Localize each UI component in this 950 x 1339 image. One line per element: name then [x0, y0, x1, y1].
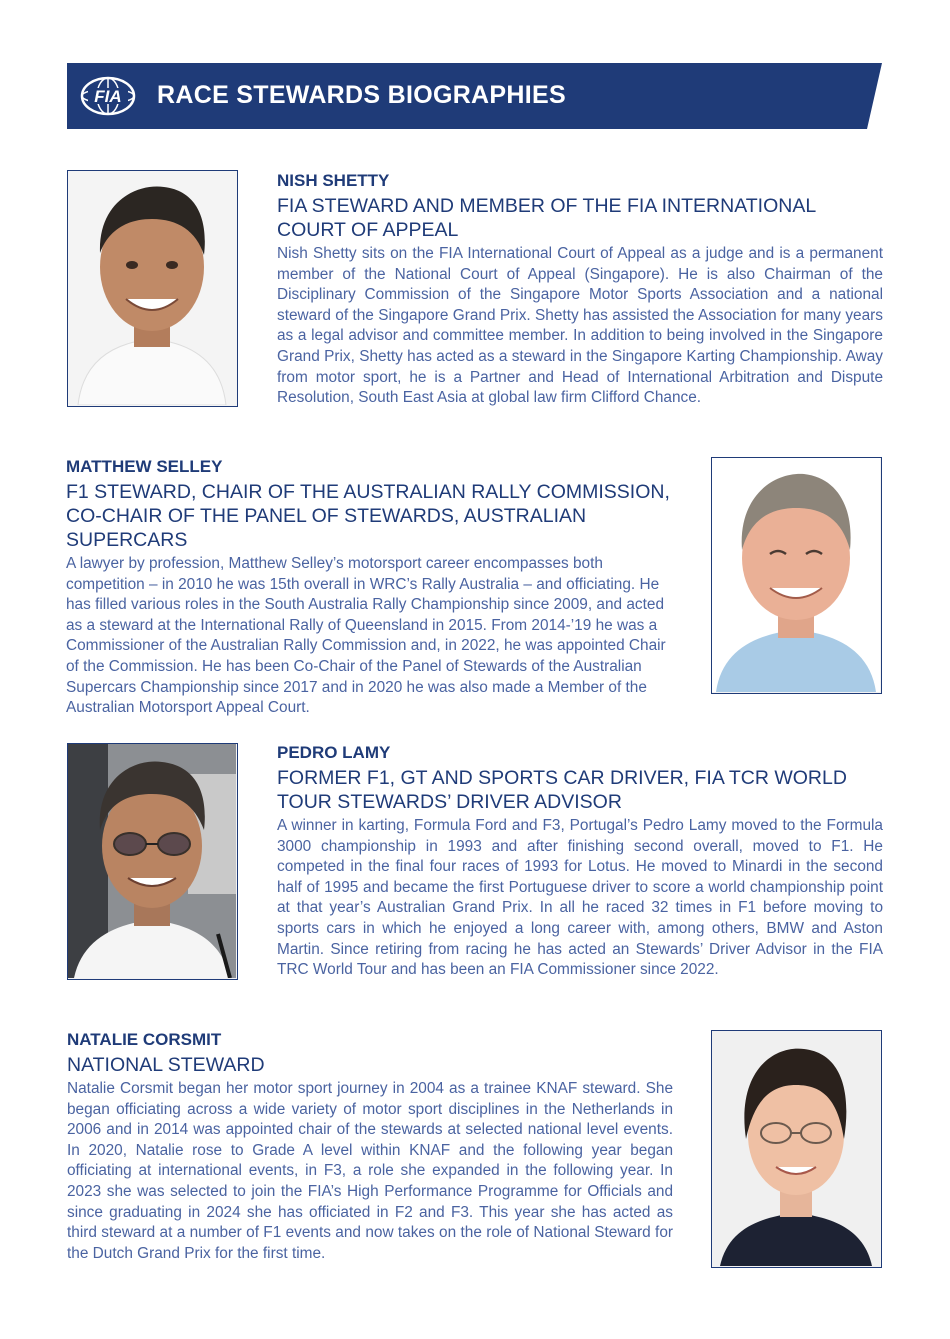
logo-text: FIA — [94, 87, 122, 106]
steward-photo-matthew-selley — [711, 457, 882, 694]
steward-photo-pedro-lamy — [67, 743, 238, 980]
steward-name: PEDRO LAMY — [277, 743, 391, 762]
steward-role: FORMER F1, GT AND SPORTS CAR DRIVER, FIA TCR WORLD TOUR STEWARDS’ DRIVER ADVISOR — [277, 767, 847, 813]
portrait-image — [712, 458, 880, 692]
steward-bio-nish-shetty — [277, 170, 883, 409]
steward-biography: A winner in karting, Formula Ford and F3, Portugal’s Pedro Lamy moved to the Formula 3000 championship in 1993 and after finishing second overall, moved to F1. He competed in the final four races of 1993 for Lotus. He moved to Minardi in the second half of 1995 and became the first Portuguese driver to score a world championship point at that year’s Australian Grand Prix. In all he raced 32 times in F1 before moving to sports cars in which he enjoyed a long career with, among others, BMW and Aston Martin. Since retiring from racing he has acted an Stewards’ Driver Advisor in the FIA TRC World Tour and has been an FIA Commissioner since 2022. — [277, 817, 883, 979]
steward-bio-pedro-lamy — [277, 742, 883, 981]
fia-logo-icon — [80, 76, 136, 116]
steward-role: FIA STEWARD AND MEMBER OF THE FIA INTERNATIONAL COURT OF APPEAL — [277, 195, 816, 241]
steward-role: NATIONAL STEWARD — [67, 1054, 265, 1076]
steward-bio-natalie-corsmit — [67, 1029, 673, 1264]
steward-bio-matthew-selley — [66, 456, 672, 719]
header-banner — [67, 63, 882, 129]
page-title: RACE STEWARDS BIOGRAPHIES — [157, 81, 566, 109]
steward-biography: A lawyer by profession, Matthew Selley’s motorsport career encompasses both competition – in 2010 he was 15th overall in WRC’s Rally Australia – and officiating. He has filled various roles in the South Australia Rally Championship since 2009, and acted as a steward at the International Rally of Queensland in 2015. From 2014-’19 he was a Commissioner of the Australian Rally Commission and, in 2022, he was appointed Chair of the Commission. He has been Co-Chair of the Panel of Stewards of the Australian Supercars Championship since 2017 and in 2020 he was also made a Member of the Australian Motorsport Appeal Court. — [66, 555, 666, 717]
portrait-image — [68, 171, 236, 405]
steward-biography: Natalie Corsmit began her motor sport journey in 2004 as a trainee KNAF steward. She began officiating across a wide variety of motor sport disciplines in the Netherlands in 2006 and in 2014 was appointed chair of the stewards at selected national level events. In 2020, Natalie rose to Grade A level within KNAF and the following year began officiating at international events, in F3, a role she expanded in the following year. In 2023 she was selected to join the FIA’s High Performance Programme for Officials and since graduating in 2024 she has officiated in F2 and F3. This year she has acted as third steward at a number of F1 events and now takes on the role of National Steward for the Dutch Grand Prix for the first time. — [67, 1080, 673, 1262]
steward-photo-nish-shetty — [67, 170, 238, 407]
steward-name: MATTHEW SELLEY — [66, 457, 223, 476]
steward-name: NISH SHETTY — [277, 171, 390, 190]
steward-biography: Nish Shetty sits on the FIA International Court of Appeal as a judge and is a permanent member of the National Court of Appeal (Singapore). He is also Chairman of the Disciplinary Commission of the Singapore Motor Sports Association and a national steward of the Singapore Grand Prix. Shetty has assisted the Association for many years as a legal advisor and committee member. In addition to being involved in the Singapore Grand Prix, Shetty has acted as a steward in the Singapore Karting Championship. Away from motor sport, he is a Partner and Head of International Arbitration and Dispute Resolution, South East Asia at global law firm Clifford Chance. — [277, 245, 883, 407]
steward-name: NATALIE CORSMIT — [67, 1030, 222, 1049]
portrait-image — [68, 744, 236, 978]
steward-role: F1 STEWARD, CHAIR OF THE AUSTRALIAN RALLY COMMISSION, CO-CHAIR OF THE PANEL OF STEWARDS, AUSTRALIAN SUPERCARS — [66, 481, 670, 551]
steward-photo-natalie-corsmit — [711, 1030, 882, 1268]
portrait-image — [712, 1031, 880, 1266]
